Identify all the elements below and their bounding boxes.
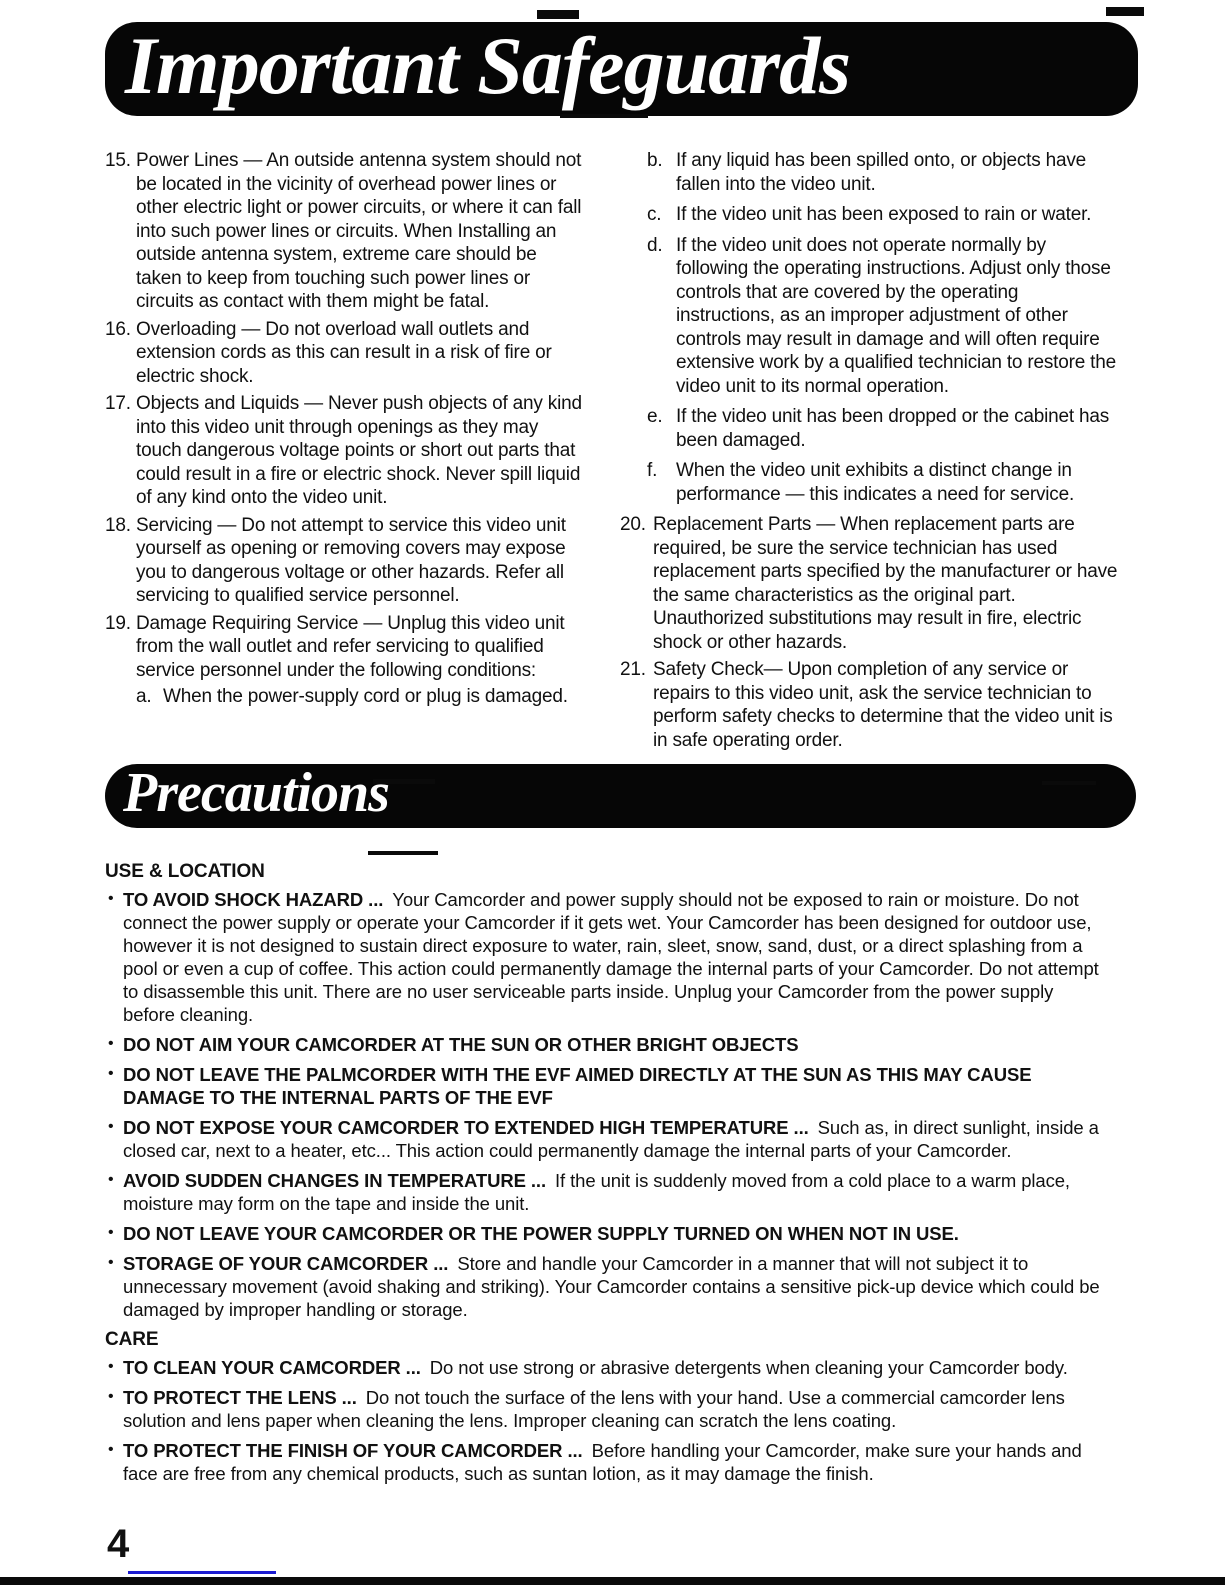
item-text: Replacement Parts — When replacement parts are required, be sure the service technician has used replacement parts specified by the manufacturer or have the same characteristics as the original part. Unauthorized substitutions may result in fire, electric shock or other hazards. bbox=[653, 514, 1118, 653]
bullet-icon: • bbox=[108, 1224, 114, 1241]
care-heading: CARE bbox=[105, 1329, 159, 1350]
safeguard-subitem-f bbox=[647, 459, 1122, 506]
footer-blue-line bbox=[128, 1571, 276, 1574]
bullet-icon: • bbox=[108, 1065, 114, 1082]
safeguard-subitem-d bbox=[647, 234, 1122, 399]
item-text: If any liquid has been spilled onto, or objects have fallen into the video unit. bbox=[676, 150, 1086, 195]
bullet-lead: DO NOT LEAVE YOUR CAMCORDER OR THE POWER SUPPLY TURNED ON WHEN NOT IN USE. bbox=[123, 1223, 959, 1244]
bullet-lead: TO CLEAN YOUR CAMCORDER ... bbox=[123, 1357, 421, 1378]
bullet-icon: • bbox=[108, 1035, 114, 1052]
bullet-lead: DO NOT AIM YOUR CAMCORDER AT THE SUN OR OTHER BRIGHT OBJECTS bbox=[123, 1034, 799, 1055]
item-letter: d. bbox=[647, 234, 663, 256]
item-letter: c. bbox=[647, 204, 662, 225]
bullet-icon: • bbox=[108, 1358, 114, 1375]
precaution-high-temperature bbox=[105, 1116, 1110, 1162]
bullet-lead: TO AVOID SHOCK HAZARD ... bbox=[123, 889, 384, 910]
safeguard-item-16 bbox=[105, 318, 587, 389]
precaution-turned-on-not-in-use bbox=[105, 1222, 1110, 1245]
item-text: If the video unit has been dropped or the cabinet has been damaged. bbox=[676, 406, 1110, 451]
item-number: 18. bbox=[105, 514, 131, 536]
bullet-lead: STORAGE OF YOUR CAMCORDER ... bbox=[123, 1253, 449, 1274]
bullet-icon: • bbox=[108, 1388, 114, 1405]
bullet-lead: DO NOT LEAVE THE PALMCORDER WITH THE EVF AIMED DIRECTLY AT THE SUN AS THIS MAY CAUSE DAMAGE TO THE INTERNAL PARTS OF THE EVF bbox=[123, 1064, 1032, 1108]
scan-artifact bbox=[368, 851, 438, 855]
item-text: Overloading — Do not overload wall outlets and extension cords as this can result in a risk of fire or electric shock. bbox=[136, 318, 552, 387]
important-safeguards-header bbox=[105, 22, 1138, 116]
safeguard-subitem-b bbox=[647, 149, 1122, 196]
safeguards-right-column bbox=[620, 149, 1122, 756]
scan-artifact bbox=[537, 10, 579, 19]
safeguard-item-17 bbox=[105, 392, 587, 510]
bullet-text: Do not touch the surface of the lens with your hand. Use a commercial camcorder lens solution and lens paper when cleaning the lens. Improper cleaning can scratch the lens coating. bbox=[123, 1387, 1065, 1431]
precaution-protect-finish bbox=[105, 1439, 1110, 1485]
item-text: If the video unit has been exposed to rain or water. bbox=[676, 204, 1092, 225]
item-text: Power Lines — An outside antenna system should not be located in the vicinity of overhead power lines or other electric light or power circuits, or where it can fall into such power lines or circuits. When Installing an outside antenna system, extreme care should be taken to keep from touching such power lines or circuits as contact with them might be fatal. bbox=[136, 150, 582, 312]
precautions-header bbox=[105, 764, 1136, 828]
bullet-text: Do not use strong or abrasive detergents when cleaning your Camcorder body. bbox=[429, 1357, 1068, 1378]
safeguard-item-20 bbox=[620, 513, 1122, 654]
safeguard-subitem-a bbox=[136, 685, 587, 709]
item-text: Servicing — Do not attempt to service this video unit yourself as opening or removing covers may expose you to dangerous voltage or other hazards. Refer all servicing to qualified service personnel. bbox=[136, 514, 566, 606]
safeguard-subitem-c bbox=[647, 203, 1122, 227]
bullet-icon: • bbox=[108, 1171, 114, 1188]
safeguard-subitem-e bbox=[647, 405, 1122, 452]
precaution-do-not-aim-sun bbox=[105, 1033, 1110, 1056]
precaution-clean-camcorder bbox=[105, 1356, 1110, 1379]
item-number: 21. bbox=[620, 659, 646, 680]
precaution-protect-lens bbox=[105, 1386, 1110, 1432]
item-letter: e. bbox=[647, 406, 663, 427]
bullet-lead: DO NOT EXPOSE YOUR CAMCORDER TO EXTENDED HIGH TEMPERATURE ... bbox=[123, 1117, 809, 1138]
safeguard-item-15 bbox=[105, 149, 587, 314]
item-text: Objects and Liquids — Never push objects of any kind into this video unit through openings as they may touch dangerous voltage points or short out parts that could result in a fire or electric shock. Never spill liquid of any kind onto the video unit. bbox=[136, 393, 582, 508]
item-number: 17. bbox=[105, 393, 131, 414]
bullet-text: Such as, in direct sunlight, inside a closed car, next to a heater, etc... This action could permanently damage the internal parts of your Camcorder. bbox=[123, 1117, 1099, 1161]
item-number: 20. bbox=[620, 514, 646, 535]
bullet-lead: AVOID SUDDEN CHANGES IN TEMPERATURE ... bbox=[123, 1170, 547, 1191]
bullet-icon: • bbox=[108, 1254, 114, 1271]
precautions-title: Precautions bbox=[123, 764, 389, 824]
safeguard-item-19 bbox=[105, 612, 587, 709]
item-letter: f. bbox=[647, 460, 658, 481]
item-number: 16. bbox=[105, 318, 131, 340]
bullet-lead: TO PROTECT THE LENS ... bbox=[123, 1387, 357, 1408]
precaution-avoid-shock-hazard bbox=[105, 888, 1110, 1026]
page-number: 4 bbox=[107, 1522, 129, 1566]
precaution-storage bbox=[105, 1252, 1110, 1321]
bullet-icon: • bbox=[108, 1441, 114, 1458]
bullet-text: Before handling your Camcorder, make sure your hands and face are free from any chemical products, such as suntan lotion, as it may damage the finish. bbox=[123, 1440, 1082, 1484]
item-text: Safety Check— Upon completion of any service or repairs to this video unit, ask the service technician to perform safety checks to determine that the video unit is in safe operating order. bbox=[653, 659, 1113, 751]
bullet-lead: TO PROTECT THE FINISH OF YOUR CAMCORDER ... bbox=[123, 1440, 583, 1461]
safeguard-item-21 bbox=[620, 658, 1122, 752]
bullet-text: Your Camcorder and power supply should not be exposed to rain or moisture. Do not connect the power supply or operate your Camcorder if it gets wet. Your Camcorder has been designed for outdoor use, however it is not designed to sustain direct exposure to water, rain, sleet, snow, sand, dust, or a direct splashing from a pool or even a cup of coffee. This action could permanently damage the internal parts of your Camcorder. Do not attempt to disassemble this unit. There are no user serviceable parts inside. Unplug your Camcorder from the power supply before cleaning. bbox=[123, 889, 1099, 1025]
item-letter: b. bbox=[647, 150, 663, 171]
safeguards-left-column bbox=[105, 149, 587, 756]
safeguards-columns bbox=[105, 149, 1225, 756]
item-text: When the video unit exhibits a distinct change in performance — this indicates a need for service. bbox=[676, 460, 1075, 505]
item-number: 19. bbox=[105, 612, 131, 634]
precautions-body bbox=[105, 860, 1110, 1485]
scan-artifact bbox=[1042, 781, 1096, 785]
precaution-sudden-temperature-changes bbox=[105, 1169, 1110, 1215]
important-safeguards-title: Important Safeguards bbox=[125, 22, 851, 111]
scan-artifact bbox=[560, 114, 648, 118]
bullet-icon: • bbox=[108, 1118, 114, 1135]
item-letter: a. bbox=[136, 686, 152, 707]
bullet-text: If the unit is suddenly moved from a cold place to a warm place, moisture may form on the tape and inside the unit. bbox=[123, 1170, 1070, 1214]
page-bottom-scan-band bbox=[0, 1577, 1225, 1585]
bullet-text: Store and handle your Camcorder in a manner that will not subject it to unnecessary movement (avoid shaking and striking). Your Camcorder contains a sensitive pick-up device which could be damaged by improper handling or storage. bbox=[123, 1253, 1100, 1320]
precaution-evf-sun bbox=[105, 1063, 1110, 1109]
item-text: If the video unit does not operate normally by following the operating instructions. Adjust only those controls that are covered by the operating instructions, as an improper adjustment of other controls may result in damage and will often require extensive work by a qualified technician to restore the video unit to its normal operation. bbox=[676, 234, 1116, 397]
bullet-icon: • bbox=[108, 890, 114, 907]
item-text: Damage Requiring Service — Unplug this video unit from the wall outlet and refer servicing to qualified service personnel under the following conditions: bbox=[136, 612, 565, 681]
item-text: When the power-supply cord or plug is damaged. bbox=[163, 686, 568, 707]
use-location-heading: USE & LOCATION bbox=[105, 861, 265, 882]
item-number: 15. bbox=[105, 150, 131, 171]
scan-artifact bbox=[1106, 7, 1144, 16]
safeguard-item-18 bbox=[105, 514, 587, 608]
